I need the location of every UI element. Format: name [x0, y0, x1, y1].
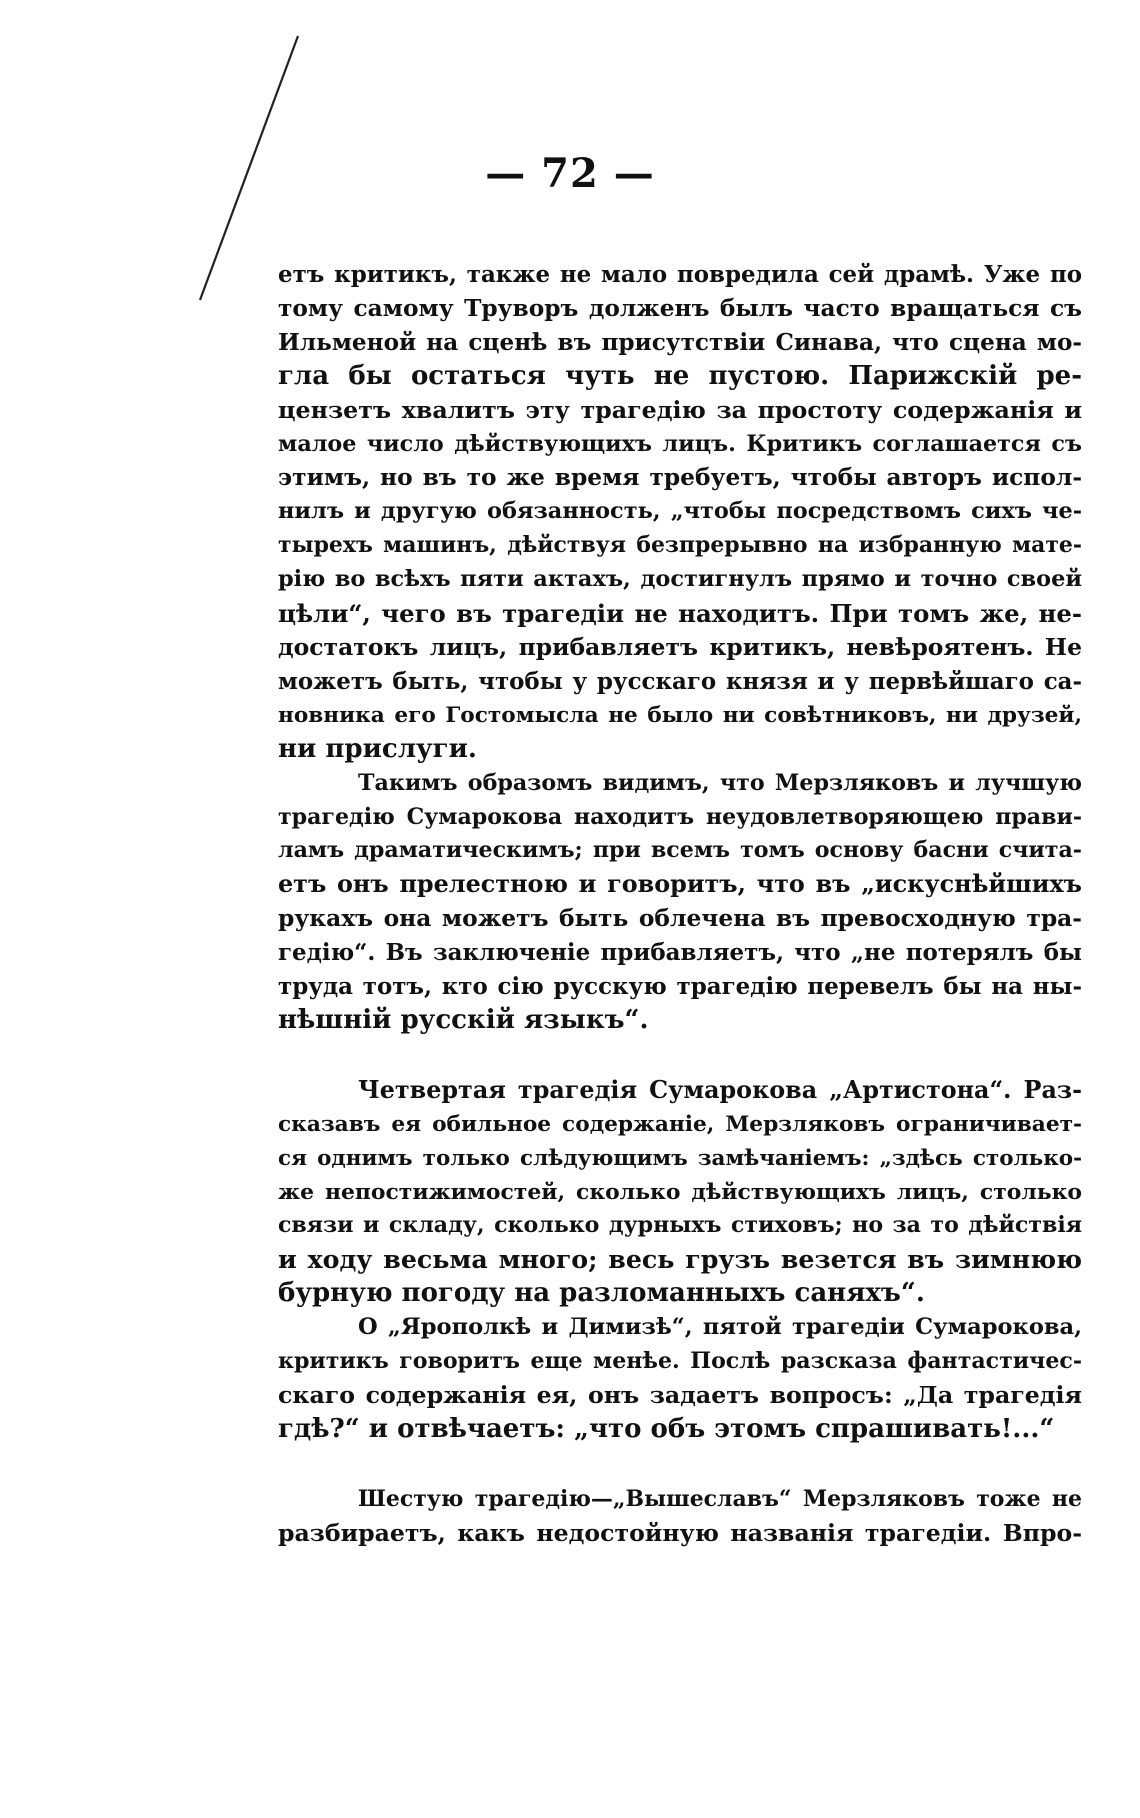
paragraph — [278, 767, 1082, 1038]
text-line: этимъ, но въ то же время требуетъ, чтобы авторъ испол- — [278, 464, 1082, 492]
text-line: етъ онъ прелестною и говоритъ, что въ „искуснѣйшихъ — [278, 870, 1082, 899]
text-line: новника его Гостомысла не было ни совѣтниковъ, ни друзей, — [278, 702, 1082, 728]
text-line: можетъ быть, чтобы у русскаго князя и у первѣйшаго са- — [278, 667, 1082, 695]
text-line: гедію“. Въ заключеніе прибавляетъ, что „не потерялъ бы — [278, 939, 1082, 967]
paragraph — [278, 1311, 1082, 1447]
text-line: О „Ярополкѣ и Димизѣ“, пятой трагедіи Сумарокова, — [358, 1314, 1082, 1341]
text-line: Ильменой на сценѣ въ присутствіи Синава, что сцена мо- — [278, 328, 1082, 356]
text-line: ся однимъ только слѣдующимъ замѣчаніемъ: „здѣсь столько- — [278, 1145, 1082, 1171]
text-line: достатокъ лицъ, прибавляетъ критикъ, невѣроятенъ. Не — [278, 632, 1082, 661]
text-line: нѣшній русскій языкъ“. — [278, 1004, 649, 1035]
text-line: Шестую трагедію—„Вышеславъ“ Мерзляковъ тоже не — [358, 1485, 1082, 1512]
text-line: гла бы остаться чуть не пустою. Парижскій ре- — [278, 360, 1082, 391]
text-line: цензетъ хвалитъ эту трагедію за простоту содержанія и — [278, 395, 1082, 424]
text-line: малое число дѣйствующихъ лицъ. Критикъ соглашается съ — [278, 430, 1082, 457]
text-line: разбираетъ, какъ недостойную названія трагедіи. Впро- — [278, 1518, 1082, 1547]
text-line: тырехъ машинъ, дѣйствуя безпрерывно на избранную мате- — [278, 532, 1082, 559]
text-line: нилъ и другую обязанность, „чтобы посредствомъ сихъ че- — [278, 498, 1082, 525]
text-line: ни прислуги. — [278, 733, 477, 764]
text-line: и ходу весьма много; весь грузъ везется въ зимнюю — [278, 1244, 1082, 1275]
text-line: скаго содержанія ея, онъ задаетъ вопросъ: „Да трагедія — [278, 1381, 1082, 1409]
paragraph-gap — [278, 1447, 1082, 1483]
text-line: критикъ говоритъ еще менѣе. Послѣ разсказа фантастичес- — [278, 1348, 1082, 1375]
text-line: етъ критикъ, также не мало повредила сей драмѣ. Уже по — [278, 261, 1082, 288]
text-line: трагедію Сумарокова находитъ неудовлетворяющею прави- — [278, 803, 1082, 830]
body-text — [278, 258, 1082, 1551]
text-line: Четвертая трагедія Сумарокова „Артистона“. Раз- — [358, 1075, 1082, 1104]
text-line: гдѣ?“ и отвѣчаетъ: „что объ этомъ спрашивать!...“ — [278, 1413, 1055, 1444]
text-line: Такимъ образомъ видимъ, что Мерзляковъ и лучшую — [358, 769, 1082, 796]
text-line: рукахъ она можетъ быть облечена въ превосходную тра- — [278, 904, 1082, 933]
text-line: тому самому Труворъ долженъ былъ часто вращаться съ — [278, 294, 1082, 322]
paragraph — [278, 1074, 1082, 1311]
paragraph — [278, 258, 1082, 767]
paragraph — [278, 1483, 1082, 1551]
text-line: цѣли“, чего въ трагедіи не находитъ. При томъ же, не- — [278, 599, 1082, 629]
text-line: бурную погоду на разломанныхъ саняхъ“. — [278, 1278, 925, 1309]
text-line: ламъ драматическимъ; при всемъ томъ основу басни счита- — [278, 837, 1082, 864]
text-line: же непостижимостей, сколько дѣйствующихъ лицъ, столько — [278, 1178, 1082, 1205]
text-line: рію во всѣхъ пяти актахъ, достигнулъ прямо и точно своей — [278, 566, 1082, 593]
text-line: сказавъ ея обильное содержаніе, Мерзляковъ ограничивает- — [278, 1111, 1082, 1137]
text-line: труда тотъ, кто сію русскую трагедію перевелъ бы на ны- — [278, 973, 1082, 1001]
text-line: связи и складу, сколько дурныхъ стиховъ; но за то дѣйствія — [278, 1212, 1082, 1239]
paragraph-gap — [278, 1038, 1082, 1074]
page-number: — 72 — — [485, 150, 655, 197]
